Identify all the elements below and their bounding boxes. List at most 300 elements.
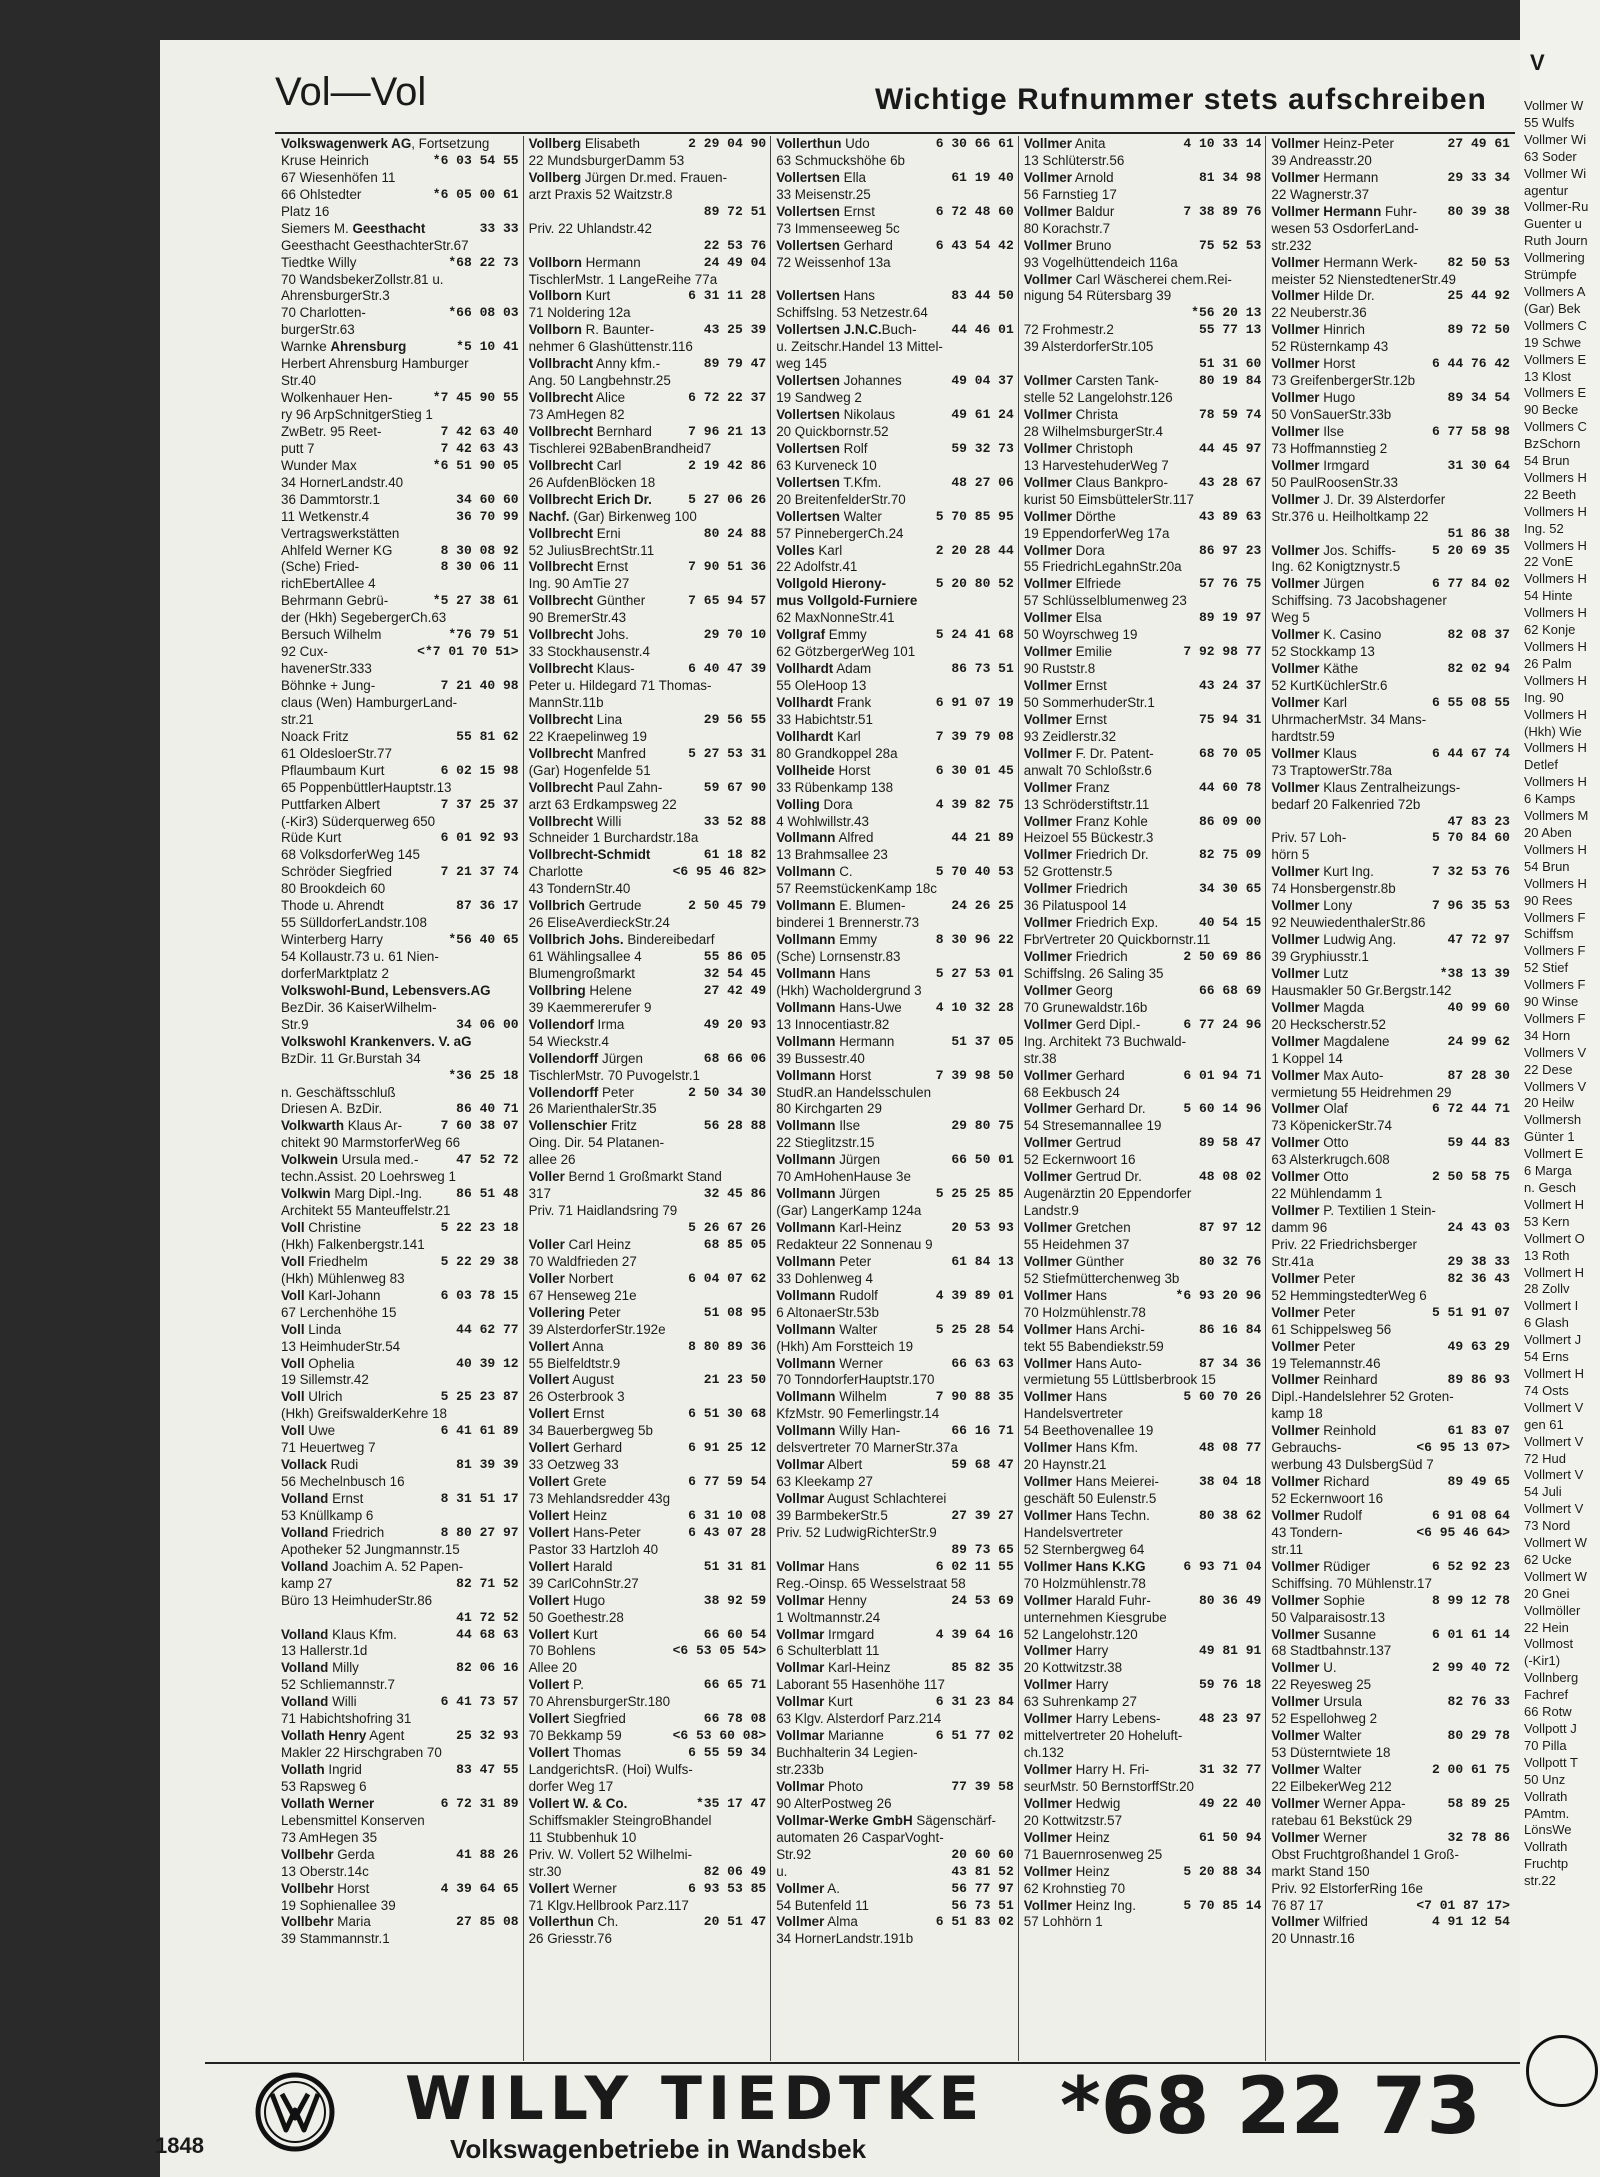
phone-number: 6 30 66 61 — [935, 136, 1014, 151]
listing-text: Volkswohl-Bund, Lebensvers.AG — [281, 982, 491, 998]
next-page-fragment-line: Vollmers C — [1524, 317, 1587, 333]
listing-text: 52 Langelohstr.120 — [1023, 1626, 1138, 1642]
listing-text: 90 BremerStr.43 — [528, 610, 627, 626]
phone-number: 47 72 97 — [1447, 932, 1510, 948]
listing-line — [776, 1356, 1014, 1373]
listing-text: str.233b — [776, 1762, 824, 1777]
listing-line — [776, 1677, 1014, 1694]
listing-line — [281, 373, 519, 390]
listing-text: Vollering Peter — [528, 1304, 621, 1320]
listing-line — [1271, 526, 1510, 543]
listing-text: Vollbrecht Carl — [528, 457, 622, 473]
phone-number: 8 30 08 92 — [440, 542, 519, 558]
listing-line — [1271, 1068, 1510, 1085]
next-page-fragment-line: Vollmers F — [1524, 1010, 1586, 1026]
listing-line — [776, 1610, 1014, 1627]
next-page-fragment-line: 70 Pilla — [1524, 1737, 1567, 1753]
listing-text: str.11 — [1271, 1541, 1304, 1557]
listing-line — [529, 390, 767, 407]
listing-text: Vollmer Rudolf — [1271, 1507, 1362, 1523]
next-page-fragment-line: str.22 — [1524, 1873, 1556, 1889]
listing-text: Vollmer Ursula — [1271, 1694, 1362, 1710]
listing-text: 52 Schliemannstr.7 — [281, 1677, 395, 1693]
listing-line — [776, 373, 1014, 390]
listing-text: 13 HarvestehuderWeg 7 — [1023, 457, 1169, 473]
listing-text: 26 AufdenBlöcken 18 — [528, 474, 656, 490]
listing-line — [529, 1593, 767, 1610]
listing-line — [1024, 1677, 1262, 1694]
phone-number: 6 43 07 28 — [688, 1524, 767, 1540]
phone-number: 66 68 69 — [1198, 982, 1262, 998]
listing-line — [1271, 1203, 1510, 1220]
listing-text: Vollertsen T.Kfm. — [776, 474, 882, 490]
listing-line — [529, 1762, 767, 1779]
listing-text: 39 Stammannstr.1 — [281, 1931, 390, 1947]
listing-text: Kruse Heinrich — [281, 152, 369, 168]
listing-text: Pflaumbaum Kurt — [281, 762, 385, 778]
phone-number: 6 72 48 60 — [935, 203, 1014, 219]
listing-text: 13 Schröderstiftstr.11 — [1023, 796, 1150, 812]
listing-line — [529, 1356, 767, 1373]
listing-line — [1024, 1627, 1262, 1644]
listing-line — [529, 746, 767, 763]
listing-text: Schiffsing. 70 Mühlenstr.17 — [1271, 1575, 1432, 1591]
listing-line — [1271, 712, 1510, 729]
listing-text: Vollertsen Gerhard — [776, 237, 893, 253]
listing-text: Vollmer Susanne — [1271, 1626, 1377, 1642]
listing-line — [1024, 1830, 1262, 1847]
listing-text: Vollath Ingrid — [281, 1762, 362, 1777]
phone-number: 47 83 23 — [1447, 813, 1510, 829]
listing-line — [1024, 847, 1262, 864]
listing-line — [1271, 153, 1510, 170]
phone-number: 59 44 83 — [1447, 1135, 1510, 1151]
phone-number: 89 79 47 — [703, 356, 767, 372]
phone-number: 44 45 97 — [1198, 440, 1262, 456]
listing-line — [281, 593, 519, 610]
listing-line — [1024, 238, 1262, 255]
listing-text: Vollmer Ilse — [1271, 423, 1345, 439]
advertiser-phone: *68 22 73 — [1060, 2062, 1481, 2152]
listing-line — [1024, 170, 1262, 187]
listing-text: Puttfarken Albert — [281, 796, 380, 812]
listing-text: Vollmar Karl-Heinz — [776, 1660, 891, 1676]
listing-text: 57 PinnebergerCh.24 — [776, 525, 904, 541]
listing-line — [1271, 729, 1510, 746]
listing-line — [1271, 1677, 1510, 1694]
listing-text: 26 EliseAverdieckStr.24 — [528, 915, 670, 931]
listing-text: 57 Schlüsselblumenweg 23 — [1023, 593, 1187, 609]
listing-text: Vollmann Ilse — [776, 1118, 861, 1134]
listing-text: Volland Willi — [281, 1694, 357, 1710]
listing-text: MannStr.11b — [528, 694, 604, 710]
listing-text: Schiffslng. 26 Saling 35 — [1023, 965, 1164, 981]
listing-text: werbung 43 DulsbergSüd 7 — [1271, 1457, 1434, 1473]
column-2 — [525, 136, 772, 2061]
listing-line — [1024, 898, 1262, 915]
listing-text: Vertragswerkstätten — [281, 525, 400, 541]
listing-text: Vollmer Reinhard — [1271, 1372, 1378, 1388]
listing-line — [776, 441, 1014, 458]
phone-number: 41 88 26 — [456, 1846, 519, 1862]
listing-text: 71 Habichtshofring 31 — [281, 1711, 412, 1727]
listing-line — [281, 204, 519, 221]
listing-line — [1271, 1220, 1510, 1237]
listing-text: Vollmer Magdalene — [1271, 1033, 1390, 1049]
phone-number: 5 26 67 26 — [688, 1220, 767, 1235]
listing-text: Vollmer Baldur — [1023, 203, 1115, 219]
listing-line — [1271, 661, 1510, 678]
listing-text: 33 Meisenstr.25 — [776, 186, 871, 202]
phone-number: 29 80 75 — [951, 1118, 1014, 1134]
listing-line — [529, 204, 767, 221]
listing-line — [776, 272, 1014, 289]
next-page-fragment-line: Ing. 90 — [1524, 689, 1564, 705]
listing-text: Volland Joachim A. 52 Papen- — [281, 1558, 464, 1574]
listing-line — [281, 610, 519, 627]
listing-text: 36 Pilatuspool 14 — [1023, 898, 1127, 914]
next-page-fragment-line: Vollmer Wi — [1524, 131, 1587, 147]
listing-line — [1024, 610, 1262, 627]
next-page-fragment-line: 50 Unz — [1524, 1771, 1566, 1787]
next-page-fragment-line: 6 Glash — [1524, 1315, 1569, 1331]
listing-line — [529, 153, 767, 170]
listing-text: Vollberg Jürgen Dr.med. Frauen- — [528, 169, 728, 185]
phone-number: 49 04 37 — [951, 373, 1014, 389]
listing-text: Redakteur 22 Sonnenau 9 — [776, 1236, 933, 1252]
listing-line — [1024, 1491, 1262, 1508]
listing-line — [281, 1017, 519, 1034]
listing-line — [529, 1457, 767, 1474]
listing-line — [1024, 475, 1262, 492]
listing-line — [1271, 1169, 1510, 1186]
listing-text: Volland Friedrich — [281, 1524, 385, 1540]
listing-line — [1271, 898, 1510, 915]
next-page-fragment-line: 22 Dese — [1524, 1061, 1573, 1077]
listing-text: 53 Düsterntwiete 18 — [1271, 1745, 1391, 1761]
listing-text: Vollmer Carsten Tank- — [1023, 373, 1159, 389]
next-page-fragment-line: 66 Rotw — [1524, 1704, 1572, 1720]
listing-line — [776, 458, 1014, 475]
listing-line — [529, 966, 767, 983]
listing-text: Vollmer A. — [776, 1880, 840, 1896]
listing-text: UhrmacherMstr. 34 Mans- — [1271, 711, 1427, 727]
listing-line — [776, 797, 1014, 814]
listing-line — [281, 763, 519, 780]
listing-line — [776, 407, 1014, 424]
listing-line — [281, 424, 519, 441]
phone-number: 25 44 92 — [1447, 288, 1510, 304]
listing-line — [776, 881, 1014, 898]
phone-number: 55 86 05 — [703, 949, 767, 964]
listing-line — [1024, 661, 1262, 678]
listing-text: 70 AhrensburgerStr.180 — [528, 1694, 671, 1710]
next-page-fragment-line: 73 Nord — [1524, 1518, 1571, 1534]
listing-text: hardtstr.59 — [1271, 728, 1335, 744]
listing-line — [776, 1085, 1014, 1102]
phone-number: 5 25 28 54 — [935, 1321, 1014, 1337]
phone-number: 7 92 98 77 — [1183, 644, 1262, 660]
listing-text: Vollbrecht Günther — [528, 593, 646, 609]
listing-line — [776, 1423, 1014, 1440]
listing-text: str.30 — [528, 1863, 562, 1879]
listing-line — [281, 1728, 519, 1745]
next-page-fragment-line: (-Kir1) — [1524, 1653, 1561, 1669]
next-page-fragment-line: Vollmert I — [1524, 1298, 1579, 1314]
phone-number: 25 32 93 — [456, 1728, 519, 1744]
listing-text: Vollmann Jürgen — [776, 1152, 881, 1168]
listing-text: str.232 — [1271, 237, 1312, 253]
listing-line — [281, 1881, 519, 1898]
listing-line — [529, 1643, 767, 1660]
listing-text: Priv. 22 Uhlandstr.42 — [528, 220, 652, 236]
listing-text: (Hkh) Wacholdergrund 3 — [776, 982, 922, 998]
listing-text: Vollert Anna — [528, 1338, 604, 1354]
listing-line — [776, 288, 1014, 305]
phone-number: 89 73 65 — [951, 1541, 1014, 1557]
listing-text: 19 EppendorferWeg 17a — [1023, 525, 1170, 541]
listing-text: Vollbrecht-Schmidt — [528, 847, 651, 863]
listing-text: Voller Carl Heinz — [528, 1236, 632, 1252]
listing-text: (Hkh) Am Forstteich 19 — [776, 1338, 914, 1354]
listing-text: Heizoel 55 Bückestr.3 — [1023, 830, 1154, 846]
listing-text: Vollbrecht Paul Zahn- — [528, 779, 663, 795]
listing-line — [1024, 1576, 1262, 1593]
phone-number: 6 03 78 15 — [440, 1287, 519, 1303]
phone-number: 4 10 32 28 — [935, 999, 1014, 1015]
next-page-fragment-line: Ruth Journ — [1524, 233, 1588, 249]
listing-text: richEbertAllee 4 — [281, 576, 376, 592]
listing-line — [281, 1559, 519, 1576]
listing-line — [529, 1864, 767, 1881]
next-page-fragment-line: 22 Beeth — [1524, 486, 1577, 502]
listing-line — [281, 1898, 519, 1915]
listing-text: 43 TondernStr.40 — [528, 881, 631, 897]
listing-text: Vollmann Horst — [776, 1067, 872, 1083]
listing-line — [1024, 949, 1262, 966]
listing-text: 19 Sandweg 2 — [776, 390, 862, 406]
listing-line — [1271, 1305, 1510, 1322]
listing-line — [529, 136, 767, 153]
listing-line — [1271, 610, 1510, 627]
phone-number: 5 70 40 53 — [935, 864, 1014, 880]
listing-line — [1271, 424, 1510, 441]
listing-text: Vollmar Albert — [776, 1457, 863, 1473]
listing-text: Vollmann Willy Han- — [776, 1423, 901, 1439]
listing-line — [529, 1610, 767, 1627]
phone-number: 2 29 04 90 — [688, 136, 767, 151]
listing-line — [1271, 204, 1510, 221]
listing-line — [776, 847, 1014, 864]
phone-number: 6 44 67 74 — [1431, 745, 1510, 761]
phone-number: 5 27 53 01 — [935, 965, 1014, 981]
next-page-fragment-line: 28 Zollv — [1524, 1281, 1570, 1297]
listing-text: Vollmer Friedrich Dr. — [1023, 847, 1149, 863]
listing-text: u. — [776, 1863, 788, 1879]
listing-text: 52 Stockkamp 13 — [1271, 644, 1375, 660]
listing-line — [1024, 407, 1262, 424]
listing-text: 52 Espellohweg 2 — [1271, 1711, 1378, 1727]
listing-line — [281, 509, 519, 526]
listing-text: Behrmann Gebrü- — [281, 593, 389, 609]
listing-line — [776, 187, 1014, 204]
listing-text: Vollmann Hans-Uwe — [776, 999, 902, 1015]
listing-text: Priv. 22 Friedrichsberger — [1271, 1236, 1417, 1252]
listing-text: Vollmer Friedrich — [1023, 881, 1128, 897]
listing-text: Vollbrecht Willi — [528, 813, 622, 829]
listing-text: Vollbehr Horst — [281, 1880, 370, 1896]
listing-line — [281, 949, 519, 966]
listing-line — [1271, 170, 1510, 187]
listing-text: 39 AlsterdorferStr.192e — [528, 1321, 666, 1337]
listing-text: Vollertsen Hans — [776, 288, 875, 304]
listing-text: Vollmer Carl Wäscherei chem.Rei- — [1023, 271, 1232, 287]
listing-text: wesen 53 OsdorferLand- — [1271, 220, 1419, 236]
listing-text: Vollmer Ernst — [1023, 711, 1107, 727]
listing-text: 22 EilbekerWeg 212 — [1271, 1778, 1392, 1794]
listing-text: Schiffsing. 73 Jacobshagener — [1271, 593, 1447, 609]
listing-text: Wunder Max — [281, 457, 357, 473]
phone-number: 5 70 85 95 — [935, 508, 1014, 524]
listing-text: (Sche) Fried- — [281, 559, 360, 575]
listing-line — [281, 390, 519, 407]
phone-number: 48 08 77 — [1198, 1440, 1262, 1456]
next-page-fragment-line: Vollmering — [1524, 250, 1585, 266]
phone-number: 5 20 80 52 — [935, 576, 1014, 592]
listing-line — [776, 1220, 1014, 1237]
listing-line — [776, 763, 1014, 780]
listing-line — [281, 1864, 519, 1881]
listing-line — [529, 1220, 767, 1237]
listing-line — [776, 1931, 1014, 1948]
phone-number: 51 08 95 — [703, 1304, 767, 1320]
listing-line — [1271, 458, 1510, 475]
listing-text: 20 Haynstr.21 — [1023, 1457, 1107, 1473]
phone-number: 27 85 08 — [456, 1914, 519, 1930]
listing-line — [776, 1186, 1014, 1203]
listing-line — [776, 1881, 1014, 1898]
listing-line — [1024, 1254, 1262, 1271]
next-page-fragment-line: 19 Schwe — [1524, 334, 1582, 350]
listing-text: Vollendorff Peter — [528, 1084, 635, 1100]
listing-line — [529, 644, 767, 661]
listing-text: markt Stand 150 — [1271, 1863, 1370, 1879]
listing-line — [776, 1305, 1014, 1322]
listing-line — [529, 559, 767, 576]
phone-number: 4 39 89 01 — [935, 1287, 1014, 1303]
listing-line — [1024, 1423, 1262, 1440]
phone-number: 83 47 55 — [456, 1762, 519, 1777]
phone-number: 89 58 47 — [1198, 1135, 1262, 1151]
listing-line — [776, 576, 1014, 593]
listing-text: Vollmer Werner Appa- — [1271, 1795, 1406, 1811]
listing-text: 34 HornerLandstr.40 — [281, 474, 404, 490]
listing-line — [529, 576, 767, 593]
phone-number: 4 39 64 16 — [935, 1626, 1014, 1642]
phone-number: 7 39 79 08 — [935, 728, 1014, 744]
listing-line — [281, 678, 519, 695]
listing-line — [529, 1627, 767, 1644]
listing-text: seurMstr. 50 BernstorffStr.20 — [1023, 1778, 1194, 1794]
listing-text: vermietung 55 Heidrehmen 29 — [1271, 1084, 1452, 1100]
listing-line — [776, 390, 1014, 407]
listing-line — [281, 983, 519, 1000]
phone-number: *38 13 39 — [1439, 965, 1510, 981]
listing-line — [529, 864, 767, 881]
phone-number: 6 41 61 89 — [440, 1423, 519, 1439]
listing-line — [1024, 1339, 1262, 1356]
listing-line — [1271, 1135, 1510, 1152]
phone-number: 24 43 03 — [1447, 1220, 1510, 1235]
listing-line — [529, 526, 767, 543]
listing-line — [529, 712, 767, 729]
next-page-fragment-line: Vollnberg — [1524, 1670, 1579, 1686]
phone-number: 59 32 73 — [951, 440, 1014, 456]
listing-text: Rüde Kurt — [281, 830, 342, 846]
listing-text: Voll Friedhelm — [281, 1253, 368, 1269]
listing-text: Oing. Dir. 54 Platanen- — [528, 1135, 665, 1151]
listing-line — [1024, 204, 1262, 221]
phone-number: 6 43 54 42 — [935, 237, 1014, 253]
listing-line — [1024, 814, 1262, 831]
phone-number: 29 33 34 — [1447, 169, 1510, 185]
listing-line — [1271, 322, 1510, 339]
listing-line — [1024, 983, 1262, 1000]
listing-line — [776, 543, 1014, 560]
listing-line — [281, 322, 519, 339]
listing-line — [1024, 576, 1262, 593]
listing-text: Vollmer Franz Kohle — [1023, 813, 1148, 829]
listing-line — [776, 136, 1014, 153]
listing-text: Vollmar-Werke GmbH Sägenschärf- — [776, 1812, 996, 1828]
listing-text: Vollmar Photo — [776, 1778, 864, 1794]
listing-text: Vollmer Alma — [776, 1914, 858, 1930]
next-page-fragment-line: (Hkh) Wie — [1524, 723, 1582, 739]
listing-text: Vollmar Marianne — [776, 1728, 884, 1744]
listing-line — [281, 1169, 519, 1186]
listing-text: Vollmer Heinz — [1023, 1863, 1110, 1879]
listing-text: Vollmer Arnold — [1023, 169, 1114, 185]
listing-text: Volkswohl Krankenvers. V. aG — [281, 1033, 472, 1049]
listing-line — [1024, 1542, 1262, 1559]
listing-line — [776, 204, 1014, 221]
listing-text: Vollmer K. Casino — [1271, 627, 1382, 643]
listing-text: 22 Wagnerstr.37 — [1271, 186, 1370, 202]
listing-line — [776, 932, 1014, 949]
phone-number: 32 45 86 — [703, 1186, 767, 1202]
listing-line — [529, 729, 767, 746]
next-page-fragment-line: 54 Erns — [1524, 1349, 1569, 1365]
listing-line — [1024, 543, 1262, 560]
listing-line — [1271, 1339, 1510, 1356]
listing-line — [529, 1440, 767, 1457]
listing-text: LandgerichtsR. (Hoi) Wulfs- — [528, 1762, 693, 1777]
listing-text: (Gar) LangerKamp 124a — [776, 1203, 922, 1219]
listing-text: automaten 26 CasparVoght- — [776, 1829, 944, 1845]
listing-text: Priv. 52 LudwigRichterStr.9 — [776, 1524, 937, 1540]
listing-text: Handelsvertreter — [1023, 1406, 1123, 1422]
next-page-fragment-line: Vollmers H — [1524, 774, 1587, 790]
phone-number: 34 60 60 — [456, 491, 519, 507]
listing-text: 22 Kraepelinweg 19 — [528, 728, 647, 744]
listing-line — [1271, 1152, 1510, 1169]
next-page-fragment-line: PAmtm. — [1524, 1805, 1570, 1821]
listing-line — [281, 1339, 519, 1356]
listing-text: 52 HemmingstedterWeg 6 — [1271, 1287, 1427, 1303]
listing-line — [1024, 1152, 1262, 1169]
listing-text: Volles Karl — [776, 542, 843, 558]
phone-number: 22 53 76 — [703, 237, 767, 253]
